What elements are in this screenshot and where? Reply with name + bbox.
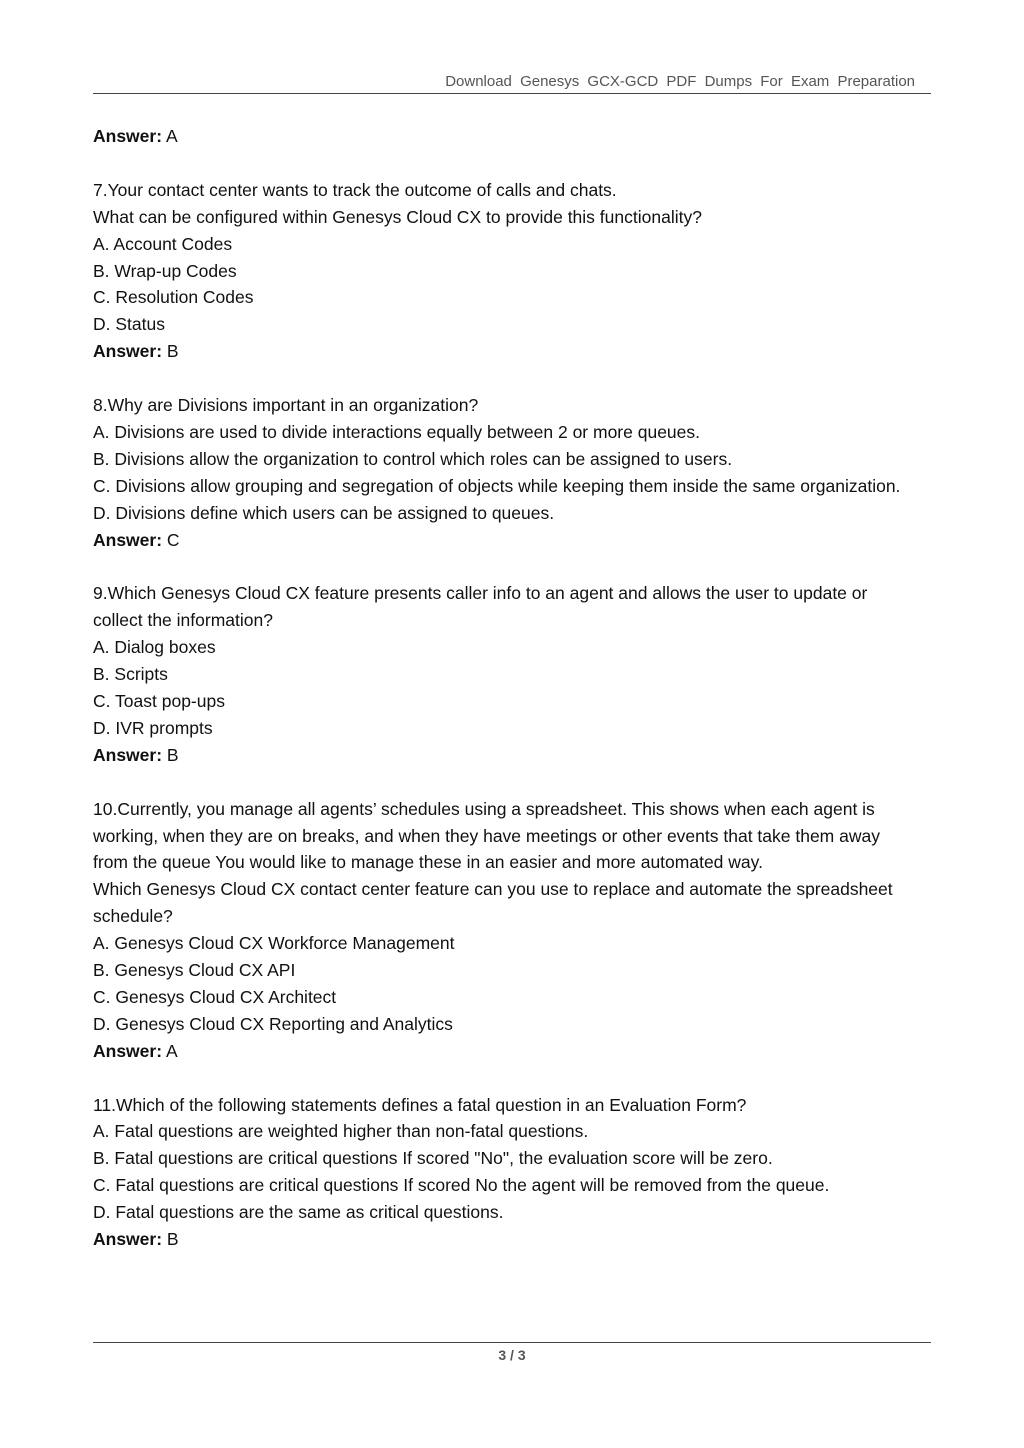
page-header-title: Download Genesys GCX-GCD PDF Dumps For Exam Preparation — [445, 73, 915, 90]
answer-label: Answer: — [93, 1040, 163, 1061]
answer-line — [93, 338, 933, 365]
answer-value: A — [165, 1040, 178, 1061]
question-block — [93, 1092, 933, 1253]
question-text: schedule? — [93, 906, 173, 927]
answer-label: Answer: — [93, 341, 163, 362]
answer-option: D. IVR prompts — [93, 717, 213, 738]
answer-value: A — [165, 126, 178, 146]
page-number: 3 / 3 — [498, 1347, 526, 1363]
question-block — [93, 177, 933, 365]
question-text: Which Genesys Cloud CX contact center feature can you use to replace and automate the spreadsheet — [93, 879, 893, 900]
question-text: 11.Which of the following statements defines a fatal question in an Evaluation Form? — [93, 1094, 747, 1115]
answer-option: B. Divisions allow the organization to control which roles can be assigned to users. — [93, 448, 733, 469]
question-text: What can be configured within Genesys Cloud CX to provide this functionality? — [93, 206, 702, 227]
answer-option: C. Divisions allow grouping and segregation of objects while keeping them inside the same organization. — [93, 475, 901, 496]
question-text: 9.Which Genesys Cloud CX feature presents caller info to an agent and allows the user to update or — [93, 583, 868, 604]
question-text: from the queue You would like to manage these in an easier and more automated way. — [93, 852, 763, 873]
answer-line — [93, 1038, 933, 1065]
answer-line — [93, 742, 933, 769]
answer-option: D. Divisions define which users can be assigned to queues. — [93, 502, 555, 523]
answer-value: C — [166, 529, 180, 550]
answer-option: A. Genesys Cloud CX Workforce Management — [93, 933, 455, 954]
answer-value: B — [166, 1229, 179, 1250]
answer-option: B. Wrap-up Codes — [93, 260, 237, 281]
question-block — [93, 796, 933, 1065]
question-text: 8.Why are Divisions important in an organization? — [93, 395, 479, 416]
question-text: working, when they are on breaks, and when they have meetings or other events that take them away — [93, 825, 880, 846]
question-block — [93, 392, 933, 553]
header-divider — [93, 93, 931, 94]
answer-value: B — [166, 341, 179, 362]
answer-option: A. Divisions are used to divide interactions equally between 2 or more queues. — [93, 421, 701, 442]
answer-option: D. Fatal questions are the same as critical questions. — [93, 1202, 504, 1223]
footer-divider — [93, 1342, 931, 1343]
answer-option: B. Scripts — [93, 664, 168, 685]
answer-label: Answer: — [93, 529, 163, 550]
question-block — [93, 580, 933, 768]
answer-option: C. Genesys Cloud CX Architect — [93, 986, 337, 1007]
answer-option: B. Fatal questions are critical questions If scored "No", the evaluation score will be zero. — [93, 1148, 773, 1169]
answer-label: Answer: — [93, 1229, 163, 1250]
answer-line — [93, 1226, 933, 1253]
answer-label: Answer: — [93, 744, 163, 765]
answer-option: A. Fatal questions are weighted higher than non-fatal questions. — [93, 1121, 589, 1142]
answer-line — [93, 527, 933, 554]
answer-option: C. Fatal questions are critical questions If scored No the agent will be removed from the queue. — [93, 1175, 830, 1196]
answer-option: C. Resolution Codes — [93, 287, 254, 308]
answer-label: Answer: — [93, 126, 163, 146]
answer-option: A. Dialog boxes — [93, 637, 216, 658]
answer-option: D. Genesys Cloud CX Reporting and Analytics — [93, 1013, 453, 1034]
question-text: 7.Your contact center wants to track the outcome of calls and chats. — [93, 179, 617, 200]
question-text: collect the information? — [93, 610, 273, 631]
answer-option: A. Account Codes — [93, 233, 233, 254]
answer-line — [93, 123, 933, 150]
answer-option: D. Status — [93, 314, 165, 335]
page-content — [93, 123, 933, 1253]
answer-option: C. Toast pop-ups — [93, 690, 225, 711]
answer-option: B. Genesys Cloud CX API — [93, 960, 296, 981]
question-text: 10.Currently, you manage all agents’ schedules using a spreadsheet. This shows when each agent is — [93, 798, 875, 819]
answer-value: B — [166, 744, 179, 765]
